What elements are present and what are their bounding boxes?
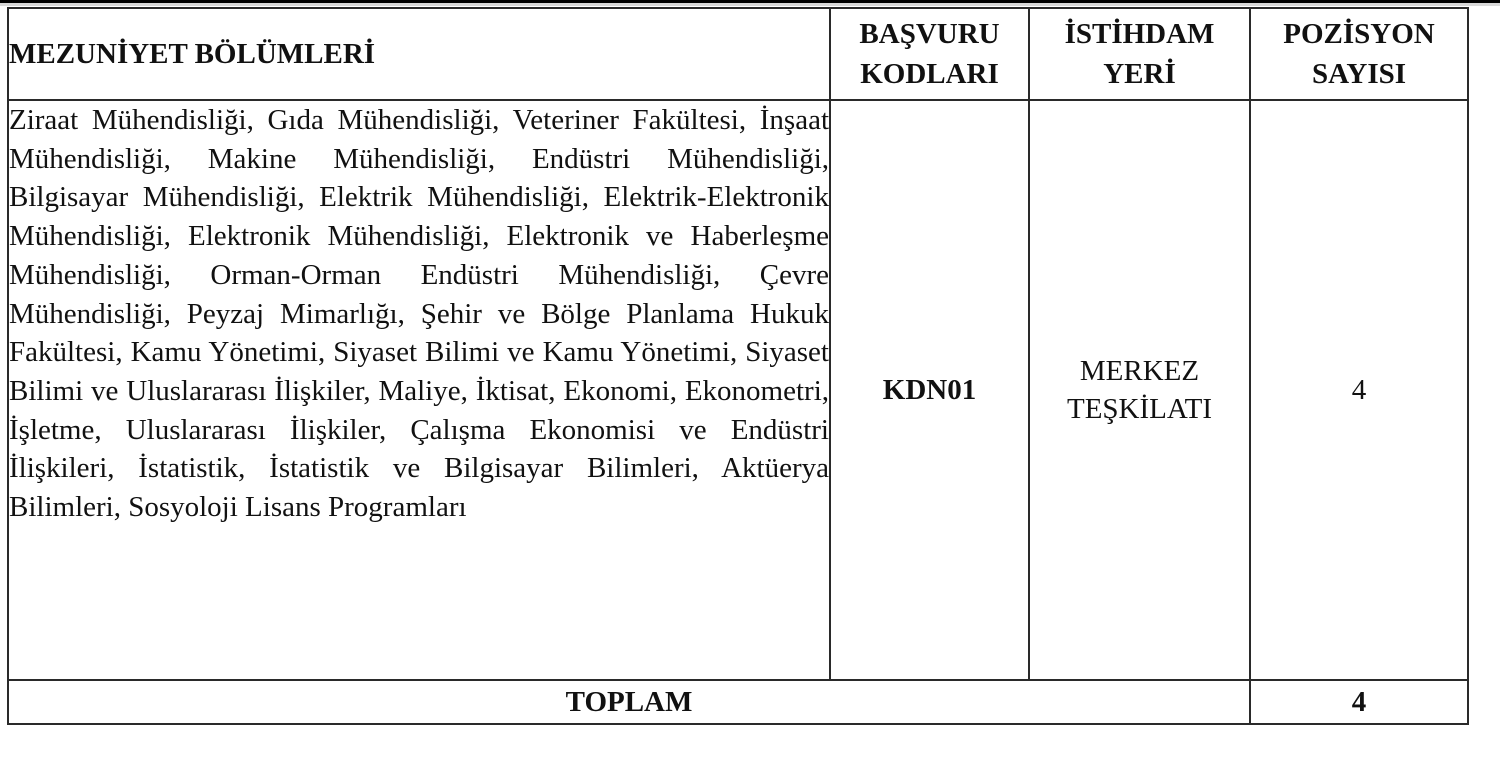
departments-list-text: Ziraat Mühendisliği, Gıda Mühendisliği, Veteriner Fakültesi, İnşaat Mühendisliği, Makine Mühendisliği, Endüstri Mühendisliği, Bilgisayar Mühendisliği, Elektrik Mühendisliği, Elektrik-Elektronik Mühendisliği, Elektronik Mühendisliği, Elektronik ve Haberleşme Mühendisliği, Orman-Orman Endüstri Mühendisliği, Çevre Mühendisliği, Peyzaj Mimarlığı, Şehir ve Bölge Planlama Hukuk Fakültesi, Kamu Yönetimi, Siyaset Bilimi ve Kamu Yönetimi, Siyaset Bilimi ve Uluslararası İlişkiler, Maliye, İktisat, Ekonomi, Ekonometri, İşletme, Uluslararası İlişkiler, Çalışma Ekonomisi ve Endüstri İlişkileri, İstatistik, İstatistik ve Bilgisayar Bilimleri, Aktüerya Bilimleri, Sosyoloji Lisans Programları bbox=[9, 104, 829, 524]
header-row bbox=[8, 8, 1468, 100]
header-codes-line-2: KODLARI bbox=[860, 58, 999, 90]
application-code-cell bbox=[830, 100, 1029, 680]
header-place-line-1: İSTİHDAM bbox=[1064, 18, 1215, 50]
position-count-value: 4 bbox=[1351, 373, 1367, 406]
application-code-value: KDN01 bbox=[882, 373, 977, 406]
header-employment-place bbox=[1029, 8, 1250, 100]
position-count-cell bbox=[1250, 100, 1468, 680]
header-positions-line-2: SAYISI bbox=[1311, 58, 1407, 90]
table-row bbox=[8, 100, 1468, 680]
employment-place-line-1: MERKEZ bbox=[1079, 355, 1200, 387]
header-application-codes bbox=[830, 8, 1029, 100]
header-place-line-2: YERİ bbox=[1103, 58, 1176, 90]
employment-place-line-2: TEŞKİLATI bbox=[1067, 393, 1212, 425]
document-table-container bbox=[7, 7, 1469, 725]
header-positions-line-1: POZİSYON bbox=[1283, 18, 1435, 50]
total-value-cell bbox=[1250, 680, 1468, 724]
header-departments bbox=[8, 8, 830, 100]
header-departments-label: MEZUNİYET BÖLÜMLERİ bbox=[9, 38, 376, 70]
total-label: TOPLAM bbox=[565, 685, 693, 718]
employment-place-cell bbox=[1029, 100, 1250, 680]
position-quota-table bbox=[7, 7, 1469, 725]
header-codes-line-1: BAŞVURU bbox=[859, 18, 1000, 50]
total-row bbox=[8, 680, 1468, 724]
total-label-cell bbox=[8, 680, 1250, 724]
total-value: 4 bbox=[1351, 685, 1367, 718]
top-border-shadow bbox=[0, 3, 1500, 6]
header-position-count bbox=[1250, 8, 1468, 100]
departments-cell bbox=[8, 100, 830, 680]
